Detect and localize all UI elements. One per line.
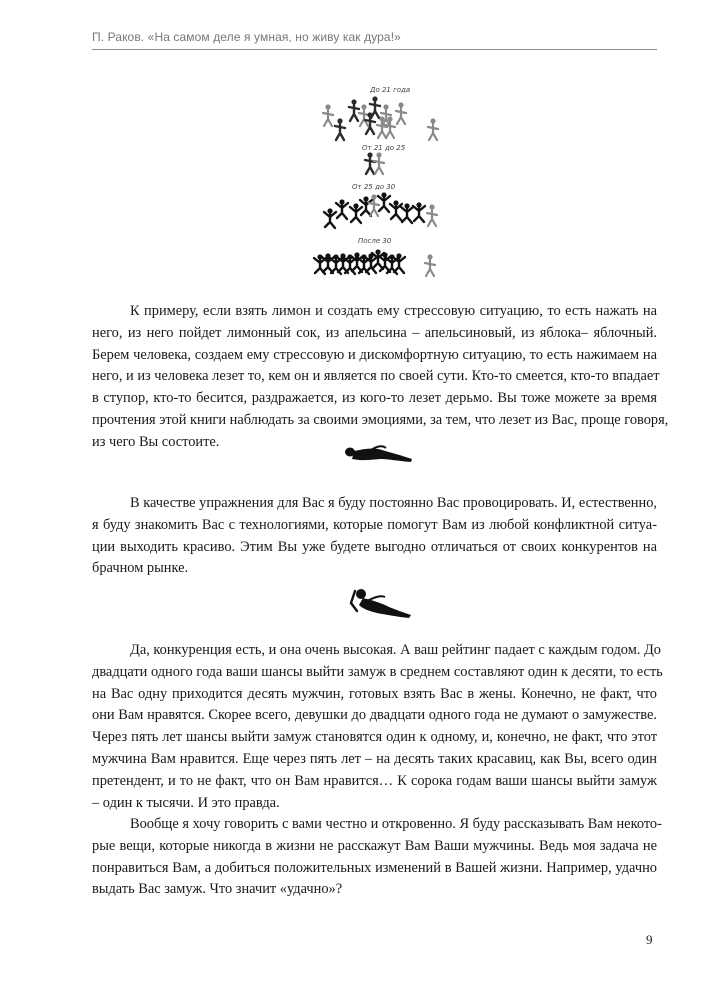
- text-line: двадцати одного года ваши шансы выйти замуж в среднем составляют один к десяти, то есть: [92, 663, 663, 680]
- caption-21-to-25: От 21 до 25: [362, 144, 406, 152]
- caption-25-to-30: От 25 до 30: [352, 183, 396, 191]
- paragraph-1: [92, 301, 669, 454]
- text-line: я буду знакомить Вас с технологиями, которые помогут Вам из любой конфликтной ситуа-: [92, 516, 657, 533]
- text-line: В качестве упражнения для Вас я буду постоянно Вас провоцировать. И, естественно,: [130, 495, 657, 511]
- reclining-figure-illustration: [340, 443, 416, 467]
- text-line: выдать Вас замуж. Что значит «удачно»?: [92, 881, 343, 898]
- text-line: в ступор, кто-то бесится, раздражается, из кого-то лезет дерьмо. Вы тоже можете за время: [92, 390, 657, 407]
- text-line: брачном рынке.: [92, 560, 189, 577]
- text-line: Да, конкуренция есть, и она очень высокая. А ваш рейтинг падает с каждым годом. До: [130, 642, 662, 658]
- paragraph-3: [92, 640, 663, 814]
- text-line: мужчина Вам нравится. Еще через пять лет – на десять таких красавиц, как Вы, всего один: [92, 750, 657, 767]
- text-line: претендент, и то не факт, что он Вам нравится… К сорока годам ваши шансы выйти замуж: [92, 772, 657, 789]
- caption-under-21: До 21 года: [370, 86, 411, 94]
- text-line: Через пять лет шансы выйти замуж становятся один к одному, и, конечно, не факт, что этот: [92, 729, 657, 746]
- age-groups-illustration: [300, 78, 450, 278]
- text-line: рые вещи, которые никогда в жизни не расскажут Вам Ваши мужчины. Ведь моя задача не: [92, 837, 657, 854]
- text-line: Берем человека, создаем ему стрессовую и дискомфортную ситуацию, то есть нажимаем на: [92, 346, 657, 363]
- header-rule: [92, 49, 657, 50]
- text-line: Вообще я хочу говорить с вами честно и откровенно. Я буду рассказывать Вам некото-: [130, 816, 662, 832]
- text-line: из чего Вы состоите.: [92, 433, 220, 450]
- leaning-figure-illustration: [347, 585, 413, 619]
- page-number: 9: [646, 932, 653, 947]
- running-header: П. Раков. «На самом деле я умная, но живу как дура!»: [92, 30, 401, 44]
- caption-after-30: После 30: [358, 237, 392, 245]
- text-line: него, и из человека лезет то, кем он и является по своей сути. Кто-то смеется, кто-то впадает: [92, 368, 660, 385]
- text-line: понравиться Вам, а добиться положительных изменений в Вашей жизни. Например, удачно: [92, 859, 657, 876]
- text-line: него, из него пойдет лимонный сок, из апельсина – апельсиновый, из яблока– яблочный.: [92, 324, 657, 341]
- text-line: на Вас одну приходится десять мужчин, готовых взять Вас в жены. Конечно, не факт, что: [92, 685, 657, 702]
- text-line: они Вам нравятся. Скорее всего, девушки до двадцати одного года не думают о замужестве.: [92, 707, 657, 724]
- text-line: ции выходить красиво. Этим Вы уже будете выгодно отличаться от своих конкурентов на: [92, 538, 657, 555]
- text-line: прочтения этой книги наблюдать за своими эмоциями, за тем, что лезет из Вас, проще говоря,: [92, 411, 669, 428]
- paragraph-2: [92, 493, 657, 580]
- text-line: К примеру, если взять лимон и создать ему стрессовую ситуацию, то есть нажать на: [130, 303, 657, 319]
- paragraph-4: [92, 814, 662, 901]
- text-line: – один к тысячи. И это правда.: [92, 794, 280, 811]
